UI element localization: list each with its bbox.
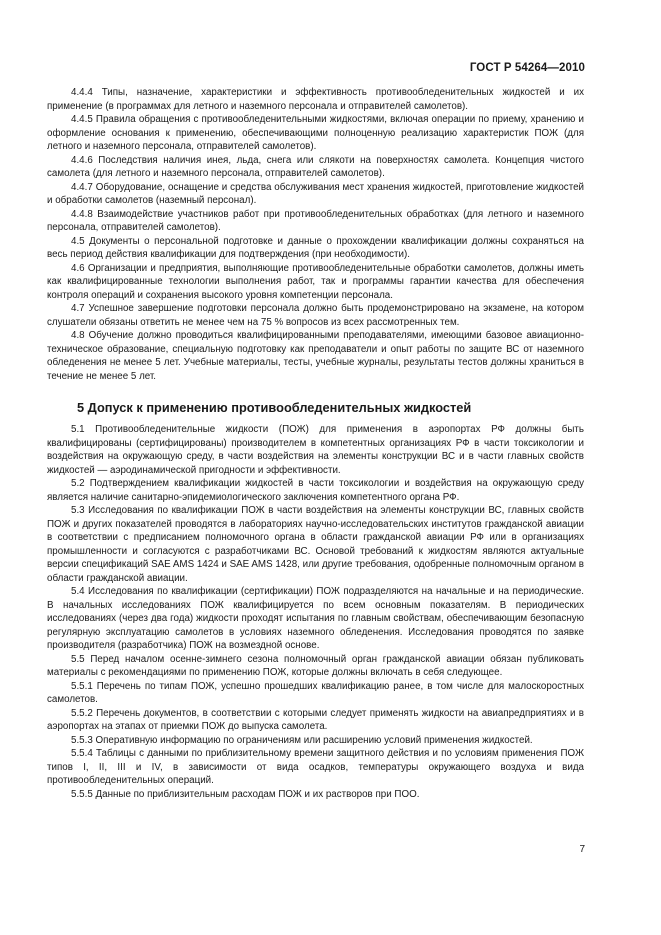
paragraph-4-4-5: 4.4.5 Правила обращения с противообледенительными жидкостями, включая операции по приему, хранению и оформление основания к применению, обеспечивающими полноценную реализацию характеристик ПОЖ (для летного и наземного персонала, отправителей самолетов). (47, 114, 584, 152)
paragraph-4-6: 4.6 Организации и предприятия, выполняющие противообледенительные обработки самолетов, должны иметь как квалифицированные технологии выполнения работ, так и программы гарантии качества для обеспечения контроля операций и сохранения высокого уровня компетенции персонала. (47, 262, 584, 301)
paragraph-4-4-4: 4.4.4 Типы, назначение, характеристики и эффективность противообледенительных жидкостей и их применение (в программах для летного и наземного персонала и отправителей самолетов). (47, 87, 584, 112)
paragraph-5-5-3: 5.5.3 Оперативную информацию по ограничениям или расширению условий применения жидкостей. (71, 734, 533, 746)
section-title: 5 Допуск к применению противообледенительных жидкостей (77, 400, 472, 415)
standard-designation: ГОСТ Р 54264—2010 (469, 62, 585, 74)
page-body (47, 86, 584, 801)
paragraph-5-1: 5.1 Противообледенительные жидкости (ПОЖ) для применения в аэропортах РФ должны быть квалифицированы (сертифицированы) производителем в компетентных организациях РФ в части токсикологии и воздействия на окружающую среду, в части воздействия на элементы конструкции ВС и в части главных свойств жидкостей — аэродинамической пригодности и эффективности. (47, 424, 584, 476)
paragraph-4-7: 4.7 Успешное завершение подготовки персонала должно быть продемонстрировано на экзамене, на котором слушатели обязаны ответить не менее чем на 75 % вопросов из всех рассмотренных тем. (47, 303, 584, 328)
paragraph-4-4-6: 4.4.6 Последствия наличия инея, льда, снега или слякоти на поверхностях самолета. Концепция чистого самолета (для летного и наземного персонала, отправителей самолетов). (47, 154, 584, 179)
paragraph-5-4: 5.4 Исследования по квалификации (сертификации) ПОЖ подразделяются на начальные и на периодические. В начальных исследованиях ПОЖ квалифицируется по всем основным показателям. В периодических исследованиях (через два года) жидкости проходят испытания по главным свойствам, обеспечивающим безопасную регулярную эксплуатацию самолетов в условиях наземного обледенения. Исследования проводятся по заявке производителя (разработчика) ПОЖ на возмездной основе. (47, 586, 584, 651)
paragraph-5-5: 5.5 Перед началом осенне-зимнего сезона полномочный орган гражданской авиации обязан публиковать материалы с рекомендациями по применению ПОЖ, которые должны включать в себя следующее. (47, 653, 584, 678)
paragraph-4-8: 4.8 Обучение должно проводиться квалифицированными преподавателями, имеющими базовое авиационно-техническое образование, специальную подготовку как преподаватели и опыт работы по защите ВС от наземного обледенения не менее 5 лет. Учебные материалы, тесты, учебные журналы, результаты тестов должны храниться в течение не менее 5 лет. (47, 330, 584, 382)
paragraph-5-5-4: 5.5.4 Таблицы с данными по приблизительному времени защитного действия и по условиям применения ПОЖ типов I, II, III и IV, в зависимости от вида осадков, температуры окружающего воздуха и вида противообледенительных операций. (47, 748, 584, 786)
paragraph-5-5-2: 5.5.2 Перечень документов, в соответствии с которыми следует применять жидкости на авиапредприятиях и в аэропортах на этапах от приемки ПОЖ до выпуска самолета. (47, 707, 584, 732)
paragraph-5-3: 5.3 Исследования по квалификации ПОЖ в части воздействия на элементы конструкции ВС, главных свойств ПОЖ и других показателей проводятся в лабораториях научно-исследовательских институтов гражданской авиации в соответствии с предписанием полномочного органа в области гражданской авиации РФ или в организациях промышленности и согласуются с разработчиками ВС. Основой требований к жидкостям являются актуальные версии спецификаций SAE AMS 1424 и SAE AMS 1428, или другие требования, одобренные полномочным органом в области гражданской авиации. (47, 505, 584, 584)
paragraph-4-5: 4.5 Документы о персональной подготовке и данные о прохождении квалификации должны сохраняться на весь период действия квалификации для подтверждения (при необходимости). (47, 235, 584, 260)
paragraph-5-5-5: 5.5.5 Данные по приблизительным расходам ПОЖ и их растворов при ПОО. (71, 788, 420, 800)
paragraph-5-5-1: 5.5.1 Перечень по типам ПОЖ, успешно прошедших квалификацию ранее, в том числе для малоскоростных самолетов. (47, 680, 584, 705)
paragraph-5-2: 5.2 Подтверждением квалификации жидкостей в части токсикологии и воздействия на окружающую среду является наличие санитарно-эпидемиологического заключения компетентного органа РФ. (47, 478, 584, 503)
paragraph-4-4-7: 4.4.7 Оборудование, оснащение и средства обслуживания мест хранения жидкостей, приготовление жидкостей и обработки самолетов (наземный персонал). (47, 181, 584, 206)
paragraph-4-4-8: 4.4.8 Взаимодействие участников работ при противообледенительных обработках (для летного и наземного персонала, отправителей самолетов). (47, 208, 584, 233)
page-number: 7 (579, 844, 585, 855)
